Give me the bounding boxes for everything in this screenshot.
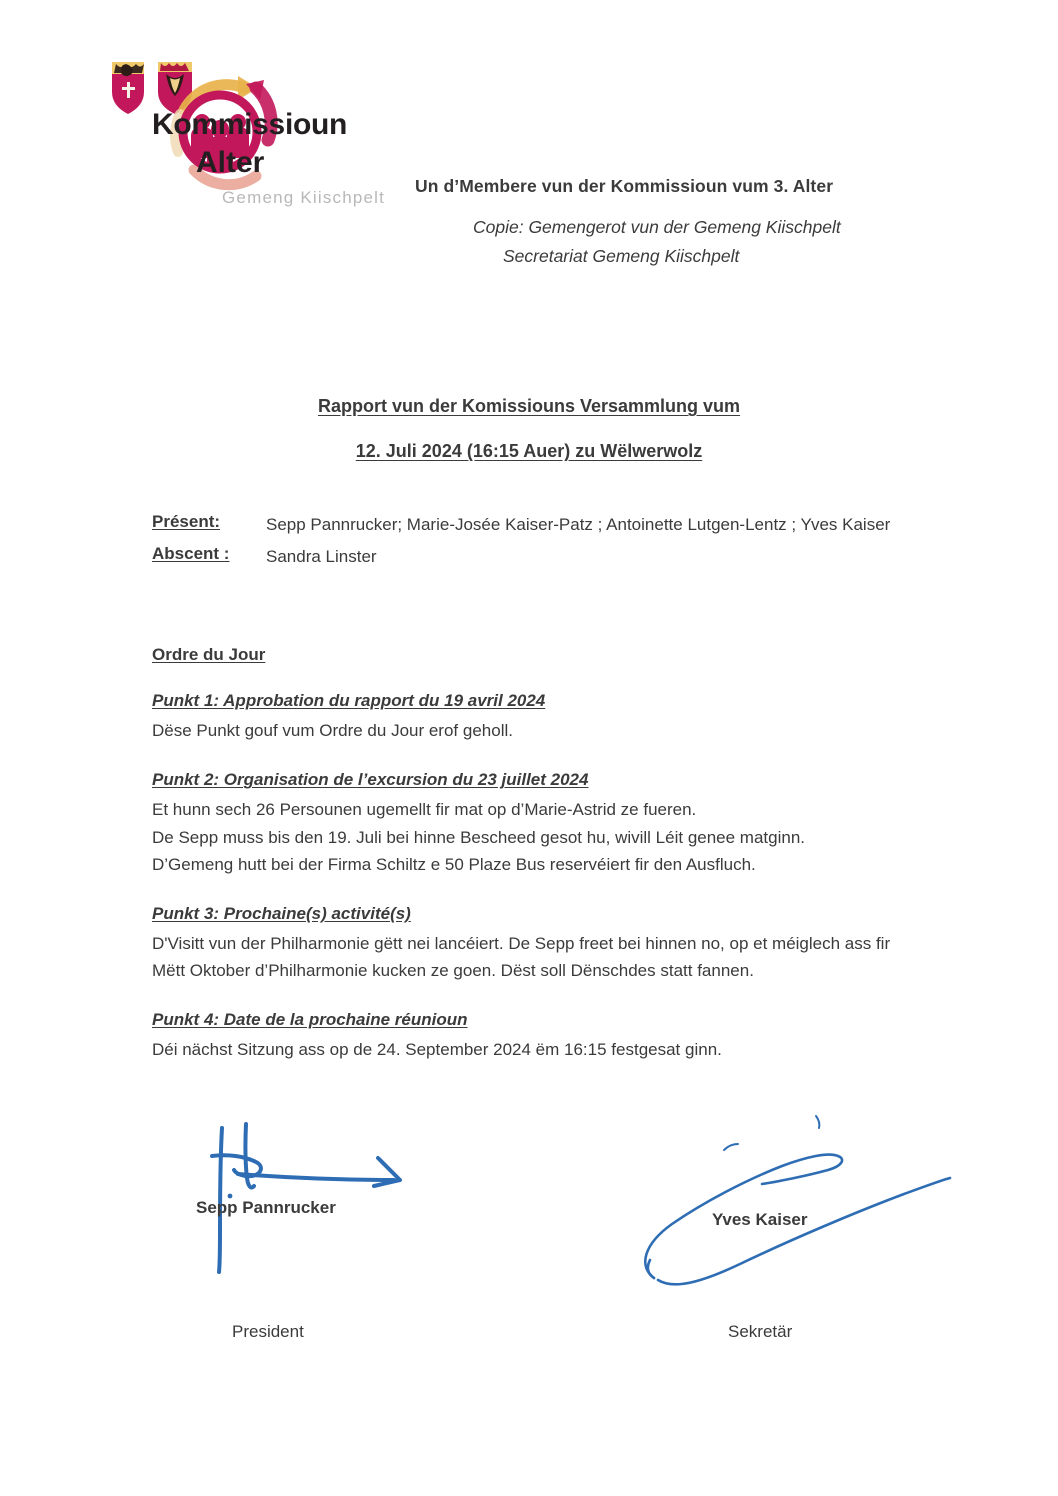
agenda-item-4-paragraph-1: Déi nächst Sitzung ass op de 24. September 2024 ëm 16:15 festgesat ginn. (152, 1040, 722, 1060)
signature-area (0, 1100, 1058, 1400)
addressee-copy-1: Copie: Gemengerot vun der Gemeng Kiischpelt (473, 217, 841, 237)
agenda-item-3-heading: Punkt 3: Prochaine(s) activité(s) (152, 904, 411, 924)
role-president: President (232, 1322, 304, 1341)
absent-label: Abscent : (152, 543, 230, 563)
agenda-item-2-heading: Punkt 2: Organisation de l’excursion du 23 juillet 2024 (152, 770, 589, 790)
agenda-item-1-paragraph-1: Dëse Punkt gouf vum Ordre du Jour erof geholl. (152, 721, 513, 740)
signature-block-secretary (620, 1100, 980, 1360)
addressee-block (415, 176, 975, 267)
absent-names: Sandra Linster (266, 546, 377, 566)
present-label: Présent: (152, 512, 221, 531)
agenda-item-3 (152, 904, 922, 984)
agenda-item-3-body (152, 931, 922, 984)
attendance-row-absent (152, 544, 912, 570)
attendance-block (152, 512, 912, 570)
agenda-item-4-body (152, 1037, 922, 1063)
president-name: Sepp Pannrucker (196, 1198, 336, 1217)
title-line-1: Rapport vun der Komissiouns Versammlung vum (317, 396, 741, 416)
agenda-heading: Ordre du Jour (152, 645, 266, 664)
title-line-2: 12. Juli 2024 (16:15 Auer) zu Wëlwerwolz (355, 441, 703, 461)
agenda-item-2-paragraph-1: Et hunn sech 26 Persounen ugemellt fir mat op d’Marie-Astrid ze fueren. (152, 800, 697, 820)
present-names: Sepp Pannrucker; Marie-Josée Kaiser-Patz ; Antoinette Lutgen-Lentz ; Yves Kaiser (266, 515, 891, 534)
handwritten-signature-secretary (620, 1100, 980, 1310)
agenda-item-3-paragraph-1: D'Visitt vun der Philharmonie gëtt nei lancéiert. De Sepp freet bei hinnen no, op et méiglech ass fir Mëtt Oktober d’Philharmonie kucken ze goen. Dëst soll Dënschdes statt fannen. (152, 934, 891, 980)
agenda-item-2-body (152, 797, 922, 878)
logo-subtitle: Gemeng Kiischpelt (222, 188, 386, 207)
agenda-item-1-body (152, 718, 922, 744)
attendance-row-present (152, 512, 912, 538)
agenda-block (152, 645, 922, 1063)
addressee-primary: Un d’Membere vun der Kommissioun vum 3. Alter (415, 176, 834, 196)
addressee-copy-2: Secretariat Gemeng Kiischpelt (503, 246, 740, 266)
agenda-item-2 (152, 770, 922, 878)
document-title (0, 396, 1058, 462)
agenda-item-4 (152, 1010, 922, 1063)
logo-wordmark-line1: Kommissioun (152, 108, 348, 141)
agenda-item-2-paragraph-3: D’Gemeng hutt bei der Firma Schiltz e 50 Plaze Bus reservéiert fir den Ausfluch. (152, 855, 756, 875)
organization-logo (100, 52, 400, 212)
agenda-item-2-paragraph-2: De Sepp muss bis den 19. Juli bei hinne Bescheed gesot hu, wivill Léit genee matginn. (152, 827, 806, 847)
role-secretary: Sekretär (728, 1322, 793, 1341)
agenda-item-1 (152, 691, 922, 744)
logo-wordmark-line2: Alter (196, 146, 265, 179)
signature-block-president (150, 1100, 480, 1360)
secretary-name: Yves Kaiser (712, 1210, 808, 1229)
agenda-item-4-heading: Punkt 4: Date de la prochaine réunioun (152, 1010, 468, 1030)
agenda-item-1-heading: Punkt 1: Approbation du rapport du 19 avril 2024 (152, 691, 546, 710)
